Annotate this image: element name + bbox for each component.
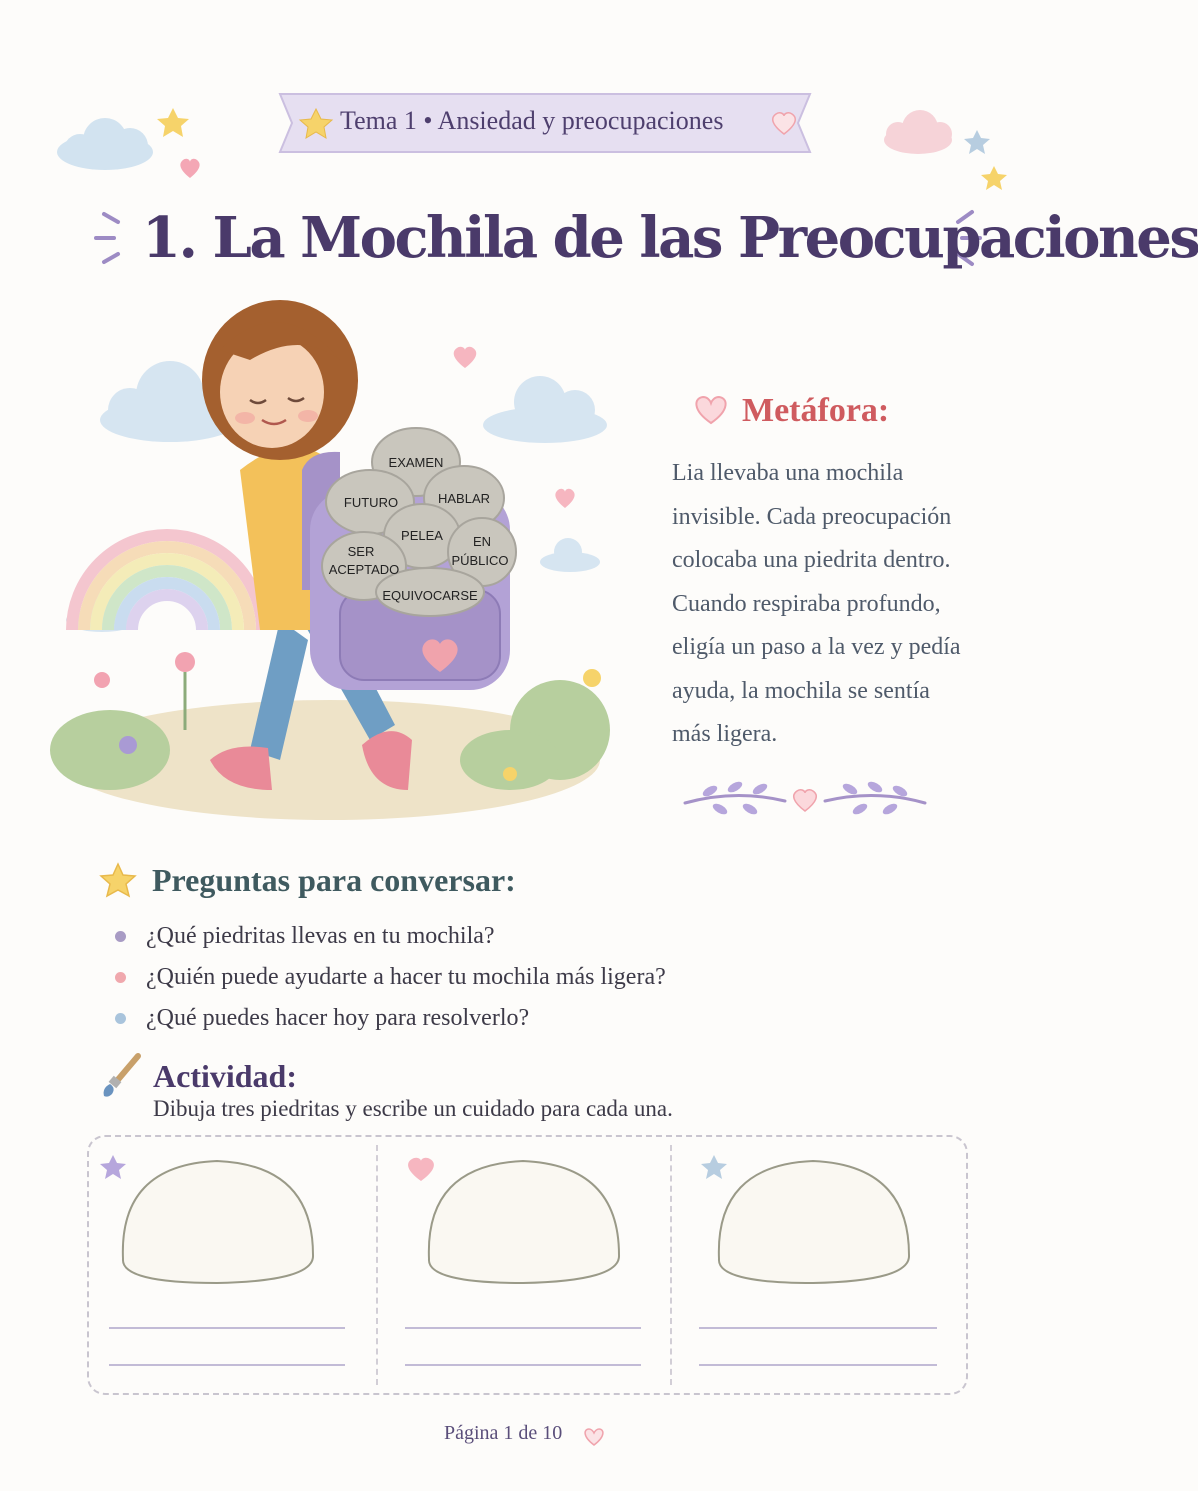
bullet-dot (115, 931, 126, 942)
stone-label: HABLAR (437, 491, 491, 506)
metaphor-title: Metáfora: (742, 392, 890, 429)
page-number: Página 1 de 10 (444, 1422, 563, 1444)
star-icon (981, 166, 1007, 190)
metaphor-line: Cuando respiraba profundo, (672, 590, 941, 617)
metaphor-line: Lia llevaba una mochila (672, 460, 904, 486)
star-icon (701, 1155, 727, 1179)
bullet-dot (115, 1013, 126, 1024)
star-icon (157, 108, 189, 137)
stone-label: ACEPTADO (328, 562, 400, 577)
heart-icon (694, 395, 728, 425)
question-text: ¿Quién puede ayudarte a hacer tu mochila más ligera? (146, 964, 666, 990)
heart-icon (794, 790, 817, 811)
stone-label: EQUIVOCARSE (382, 588, 478, 603)
heart-icon (454, 347, 477, 368)
list-item (112, 957, 666, 998)
heart-icon (180, 159, 199, 178)
stone-label: PELEA (401, 528, 443, 543)
metaphor-line: eligía un paso a la vez y pedía (672, 634, 961, 660)
star-icon (100, 1155, 126, 1179)
stone-label: EN (472, 534, 492, 549)
laurel-divider (680, 775, 930, 827)
metaphor-text (672, 452, 1012, 757)
metaphor-line: invisible. Cada preocupación (672, 503, 952, 530)
stone-outline (123, 1161, 909, 1283)
question-text: ¿Qué puedes hacer hoy para resolverlo? (146, 1005, 530, 1031)
star-icon (964, 130, 990, 154)
activity-title: Actividad: (153, 1058, 297, 1094)
activity-instructions: Dibuja tres piedritas y escribe un cuidado para cada una. (153, 1096, 673, 1121)
question-text: ¿Qué piedritas llevas en tu mochila? (146, 923, 495, 949)
paintbrush-icon (98, 1052, 144, 1100)
page-title: 1. La Mochila de las Preocupaciones (142, 205, 1198, 271)
stone-label: PÚBLICO (451, 553, 509, 568)
writing-lines (109, 1328, 937, 1365)
metaphor-line: más ligera. (672, 721, 778, 747)
bullet-dot (115, 972, 126, 983)
questions-list (112, 916, 666, 1039)
list-item (112, 916, 666, 957)
cloud-icon (884, 110, 952, 154)
girl-backpack-illustration (40, 290, 620, 830)
heart-icon (555, 489, 574, 508)
stone-label: SER (347, 544, 375, 559)
stone-drawing-slots (87, 1135, 968, 1395)
list-item (112, 998, 666, 1039)
metaphor-line: ayuda, la mochila se sentía (672, 677, 930, 704)
stone-label: FUTURO (343, 495, 399, 510)
metaphor-line: colocaba una piedrita dentro. (672, 547, 951, 573)
stone-label: EXAMEN (388, 455, 444, 470)
heart-icon (408, 1158, 434, 1181)
banner-label: Tema 1 • Ansiedad y preocupaciones (340, 106, 724, 135)
heart-icon (583, 1427, 605, 1447)
cloud-icon (57, 118, 153, 170)
questions-title: Preguntas para conversar: (152, 862, 516, 898)
star-icon (99, 862, 137, 898)
